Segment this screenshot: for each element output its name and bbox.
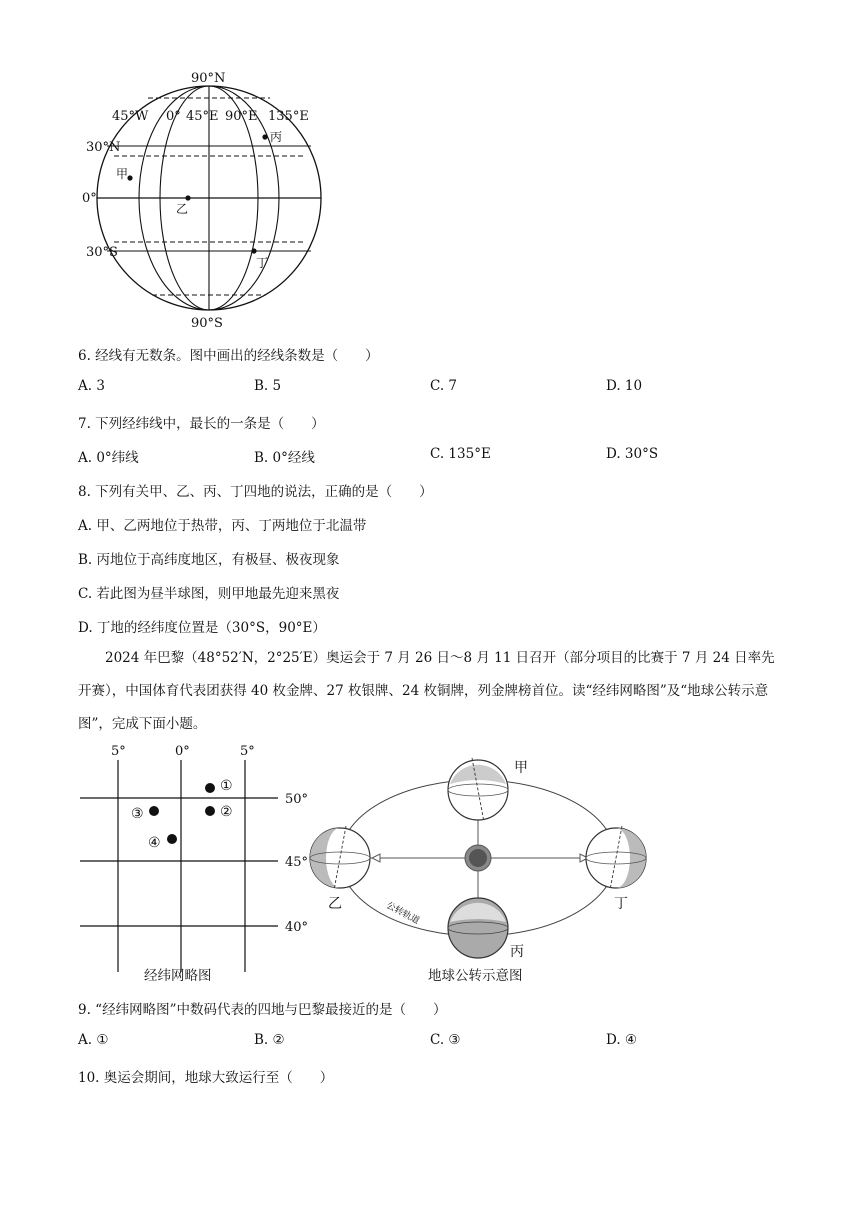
q8-option-c[interactable]: C. 若此图为昼半球图，则甲地最先迎来黑夜 (78, 586, 340, 602)
q6-option-d[interactable]: D. 10 (606, 378, 643, 394)
q8-option-b[interactable]: B. 丙地位于高纬度地区，有极昼、极夜现象 (78, 552, 340, 568)
svg-text:丁: 丁 (614, 896, 628, 912)
point-jia (127, 175, 132, 180)
label-0-lon: 0° (166, 109, 181, 124)
graticule-map (74, 740, 324, 990)
grid-label-40: 40° (285, 920, 309, 935)
point-bing (262, 134, 267, 139)
label-equator: 0° (82, 191, 97, 206)
svg-text:丙: 丙 (510, 944, 524, 960)
grid-label-5e: 5° (240, 744, 255, 759)
svg-text:乙: 乙 (328, 896, 342, 912)
q9-option-c[interactable]: C. ③ (430, 1032, 461, 1048)
grid-point-4 (167, 834, 177, 844)
label-yi: 乙 (176, 202, 189, 216)
label-30n: 30°N (86, 140, 121, 155)
label-90s: 90°S (191, 316, 223, 331)
grid-point-1 (205, 783, 215, 793)
q8-option-a[interactable]: A. 甲、乙两地位于热带，丙、丁两地位于北温带 (78, 518, 367, 534)
passage-text: 2024 年巴黎（48°52′N，2°25′E）奥运会于 7 月 26 日～8 月 11 日召开（部分项目的比赛于 7 月 24 日率先开赛），中国体育代表团获得 40 枚金牌、27 枚银牌、24 枚铜牌，列金牌榜首位。读“经纬网略图”及“地球公转示意图”，完成下面小题。 (78, 650, 775, 732)
q7-option-c[interactable]: C. 135°E (430, 446, 491, 462)
grid-label-45: 45° (285, 855, 309, 870)
grid-point-4-label: ④ (148, 835, 161, 851)
q6-option-b[interactable]: B. 5 (254, 378, 282, 394)
q6-option-c[interactable]: C. 7 (430, 378, 458, 394)
grid-point-3 (149, 806, 159, 816)
grid-point-2 (205, 806, 215, 816)
q7-option-b[interactable]: B. 0°经线 (254, 450, 315, 466)
q7-option-a[interactable]: A. 0°纬线 (78, 450, 139, 466)
label-135e: 135°E (268, 109, 309, 124)
grid-map-caption: 经纬网略图 (144, 968, 212, 984)
q9-option-d[interactable]: D. ④ (606, 1032, 638, 1048)
label-jia: 甲 (116, 167, 129, 181)
label-90n: 90°N (191, 71, 226, 86)
label-45w: 45°W (112, 109, 149, 124)
grid-label-5w: 5° (111, 744, 126, 759)
q7-option-d[interactable]: D. 30°S (606, 446, 659, 462)
grid-label-0: 0° (175, 744, 190, 759)
label-90e: 90°E (225, 109, 258, 124)
label-bing: 丙 (270, 130, 283, 144)
grid-point-3-label: ③ (131, 806, 144, 822)
q9-stem: 9. “经纬网略图”中数码代表的四地与巴黎最接近的是（ ） (78, 1002, 447, 1018)
grid-point-1-label: ① (220, 778, 233, 794)
point-ding (251, 248, 256, 253)
label-ding: 丁 (256, 256, 269, 270)
grid-label-50: 50° (285, 792, 309, 807)
orbit-caption: 地球公转示意图 (428, 968, 523, 984)
svg-text:甲: 甲 (514, 760, 528, 776)
label-45e: 45°E (186, 109, 219, 124)
q8-stem: 8. 下列有关甲、乙、丙、丁四地的说法，正确的是（ ） (78, 484, 433, 500)
q9-option-a[interactable]: A. ① (78, 1032, 109, 1048)
q9-option-b[interactable]: B. ② (254, 1032, 285, 1048)
q8-option-d[interactable]: D. 丁地的经纬度位置是（30°S，90°E） (78, 620, 326, 636)
label-30s: 30°S (86, 245, 118, 260)
q7-stem: 7. 下列经纬线中，最长的一条是（ ） (78, 416, 325, 432)
globe-figure (78, 62, 338, 334)
point-yi (185, 195, 190, 200)
q6-option-a[interactable]: A. 3 (78, 378, 105, 394)
orbit-path-label: 公转轨道 (384, 900, 421, 927)
q10-stem: 10. 奥运会期间，地球大致运行至（ ） (78, 1070, 334, 1086)
orbit-diagram (300, 740, 660, 990)
earth-position-jia (448, 758, 528, 822)
earth-position-bing (448, 898, 524, 960)
grid-point-2-label: ② (220, 804, 233, 820)
q6-stem: 6. 经线有无数条。图中画出的经线条数是（ ） (78, 348, 379, 364)
